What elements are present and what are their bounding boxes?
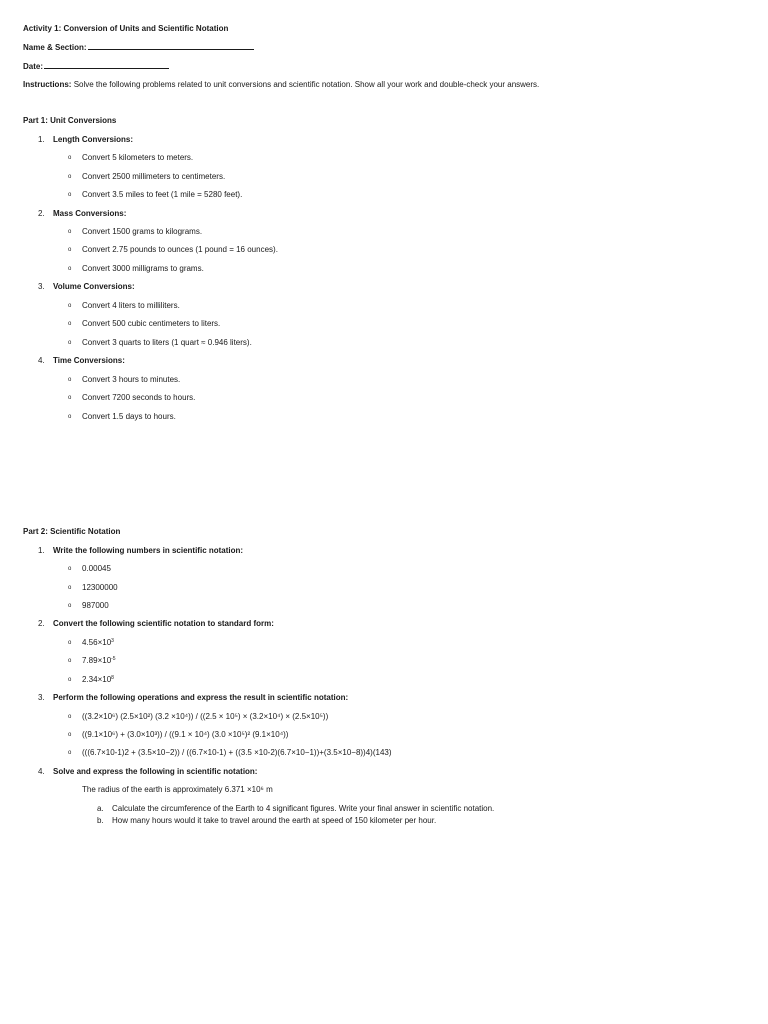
date-label: Date:: [23, 62, 44, 71]
bullet-icon: o: [68, 303, 72, 309]
bullet-icon: o: [68, 585, 72, 591]
bullet-icon: o: [68, 321, 72, 327]
list-item: Convert 2.75 pounds to ounces (1 pound = 16 ounces).: [82, 245, 278, 254]
instructions-label: Instructions:: [23, 80, 72, 89]
bullet-icon: o: [68, 732, 72, 738]
list-item: Convert 3 quarts to liters (1 quart ≈ 0.946 liters).: [82, 338, 252, 347]
sci-base: 2.34×10: [82, 675, 112, 684]
group-number: 3.: [38, 282, 45, 291]
name-section-blank[interactable]: [88, 42, 254, 50]
bullet-icon: o: [68, 750, 72, 756]
question-title: Perform the following operations and express the result in scientific notation:: [53, 693, 349, 702]
group-number: 1.: [38, 135, 45, 144]
bullet-icon: o: [68, 603, 72, 609]
instructions-text: Solve the following problems related to unit conversions and scientific notation. Show all your work and double-check your answers.: [73, 80, 540, 89]
radius-statement: The radius of the earth is approximately 6.371 ×10⁶ m: [82, 785, 273, 794]
bullet-icon: o: [68, 247, 72, 253]
list-item: [82, 675, 114, 685]
list-item: Convert 3.5 miles to feet (1 mile = 5280 feet).: [82, 190, 243, 199]
bullet-icon: o: [68, 377, 72, 383]
part2-title: Part 2: Scientific Notation: [23, 527, 121, 536]
list-item: 987000: [82, 601, 109, 610]
expression-item: ((3.2×10⁶) (2.5×10²) (3.2 ×10⁴)) / ((2.5 × 10⁵) × (3.2×10⁴) × (2.5×10⁵)): [82, 712, 329, 721]
instructions: [23, 80, 539, 90]
question-title: Write the following numbers in scientific notation:: [53, 546, 244, 555]
sci-exponent: -5: [111, 656, 116, 662]
bullet-icon: o: [68, 229, 72, 235]
part1-title: Part 1: Unit Conversions: [23, 116, 117, 125]
list-item: Convert 2500 millimeters to centimeters.: [82, 172, 226, 181]
list-item: Convert 5 kilometers to meters.: [82, 153, 194, 162]
subitem-text: Calculate the circumference of the Earth to 4 significant figures. Write your final answer in scientific notation.: [112, 804, 495, 813]
sci-exponent: 8: [111, 675, 114, 681]
sci-exponent: 3: [111, 638, 114, 644]
bullet-icon: o: [68, 174, 72, 180]
name-section-field[interactable]: [23, 42, 254, 53]
list-item: Convert 1500 grams to kilograms.: [82, 227, 203, 236]
list-item: Convert 4 liters to milliliters.: [82, 301, 180, 310]
bullet-icon: o: [68, 714, 72, 720]
bullet-icon: o: [68, 266, 72, 272]
list-item: 0.00045: [82, 564, 111, 573]
question-number: 2.: [38, 619, 45, 628]
question-number: 3.: [38, 693, 45, 702]
list-item: 12300000: [82, 583, 118, 592]
list-item: Convert 3000 milligrams to grams.: [82, 264, 204, 273]
group-number: 4.: [38, 356, 45, 365]
bullet-icon: o: [68, 192, 72, 198]
group-number: 2.: [38, 209, 45, 218]
question-title: Convert the following scientific notation to standard form:: [53, 619, 274, 628]
bullet-icon: o: [68, 340, 72, 346]
bullet-icon: o: [68, 566, 72, 572]
question-title: Solve and express the following in scientific notation:: [53, 767, 258, 776]
bullet-icon: o: [68, 155, 72, 161]
document-title: Activity 1: Conversion of Units and Scientific Notation: [23, 24, 229, 33]
bullet-icon: o: [68, 640, 72, 646]
list-item: Convert 3 hours to minutes.: [82, 375, 181, 384]
list-item: Convert 7200 seconds to hours.: [82, 393, 196, 402]
date-field[interactable]: [23, 61, 169, 72]
list-item: [82, 656, 116, 666]
subitem-letter: b.: [97, 816, 104, 825]
bullet-icon: o: [68, 395, 72, 401]
date-blank[interactable]: [44, 61, 169, 69]
subitem-letter: a.: [97, 804, 104, 813]
bullet-icon: o: [68, 414, 72, 420]
subitem-text: How many hours would it take to travel around the earth at speed of 150 kilometer per hour.: [112, 816, 437, 825]
name-section-label: Name & Section:: [23, 43, 87, 52]
question-number: 1.: [38, 546, 45, 555]
list-item: Convert 1.5 days to hours.: [82, 412, 176, 421]
group-title: Length Conversions:: [53, 135, 134, 144]
list-item: [82, 638, 114, 648]
group-title: Time Conversions:: [53, 356, 125, 365]
expression-item: ((9.1×10⁶) + (3.0×10³)) / ((9.1 × 10⁴) (3.0 ×10⁵)² (9.1×10⁴)): [82, 730, 289, 739]
bullet-icon: o: [68, 677, 72, 683]
bullet-icon: o: [68, 658, 72, 664]
sci-base: 7.89×10: [82, 656, 112, 665]
expression-item: (((6.7×10-1)2 + (3.5×10−2)) / ((6.7×10-1) + ((3.5 ×10-2)(6.7×10−1))+(3.5×10−8))4)(143): [82, 748, 392, 757]
group-title: Mass Conversions:: [53, 209, 127, 218]
sci-base: 4.56×10: [82, 638, 112, 647]
question-number: 4.: [38, 767, 45, 776]
list-item: Convert 500 cubic centimeters to liters.: [82, 319, 221, 328]
group-title: Volume Conversions:: [53, 282, 135, 291]
